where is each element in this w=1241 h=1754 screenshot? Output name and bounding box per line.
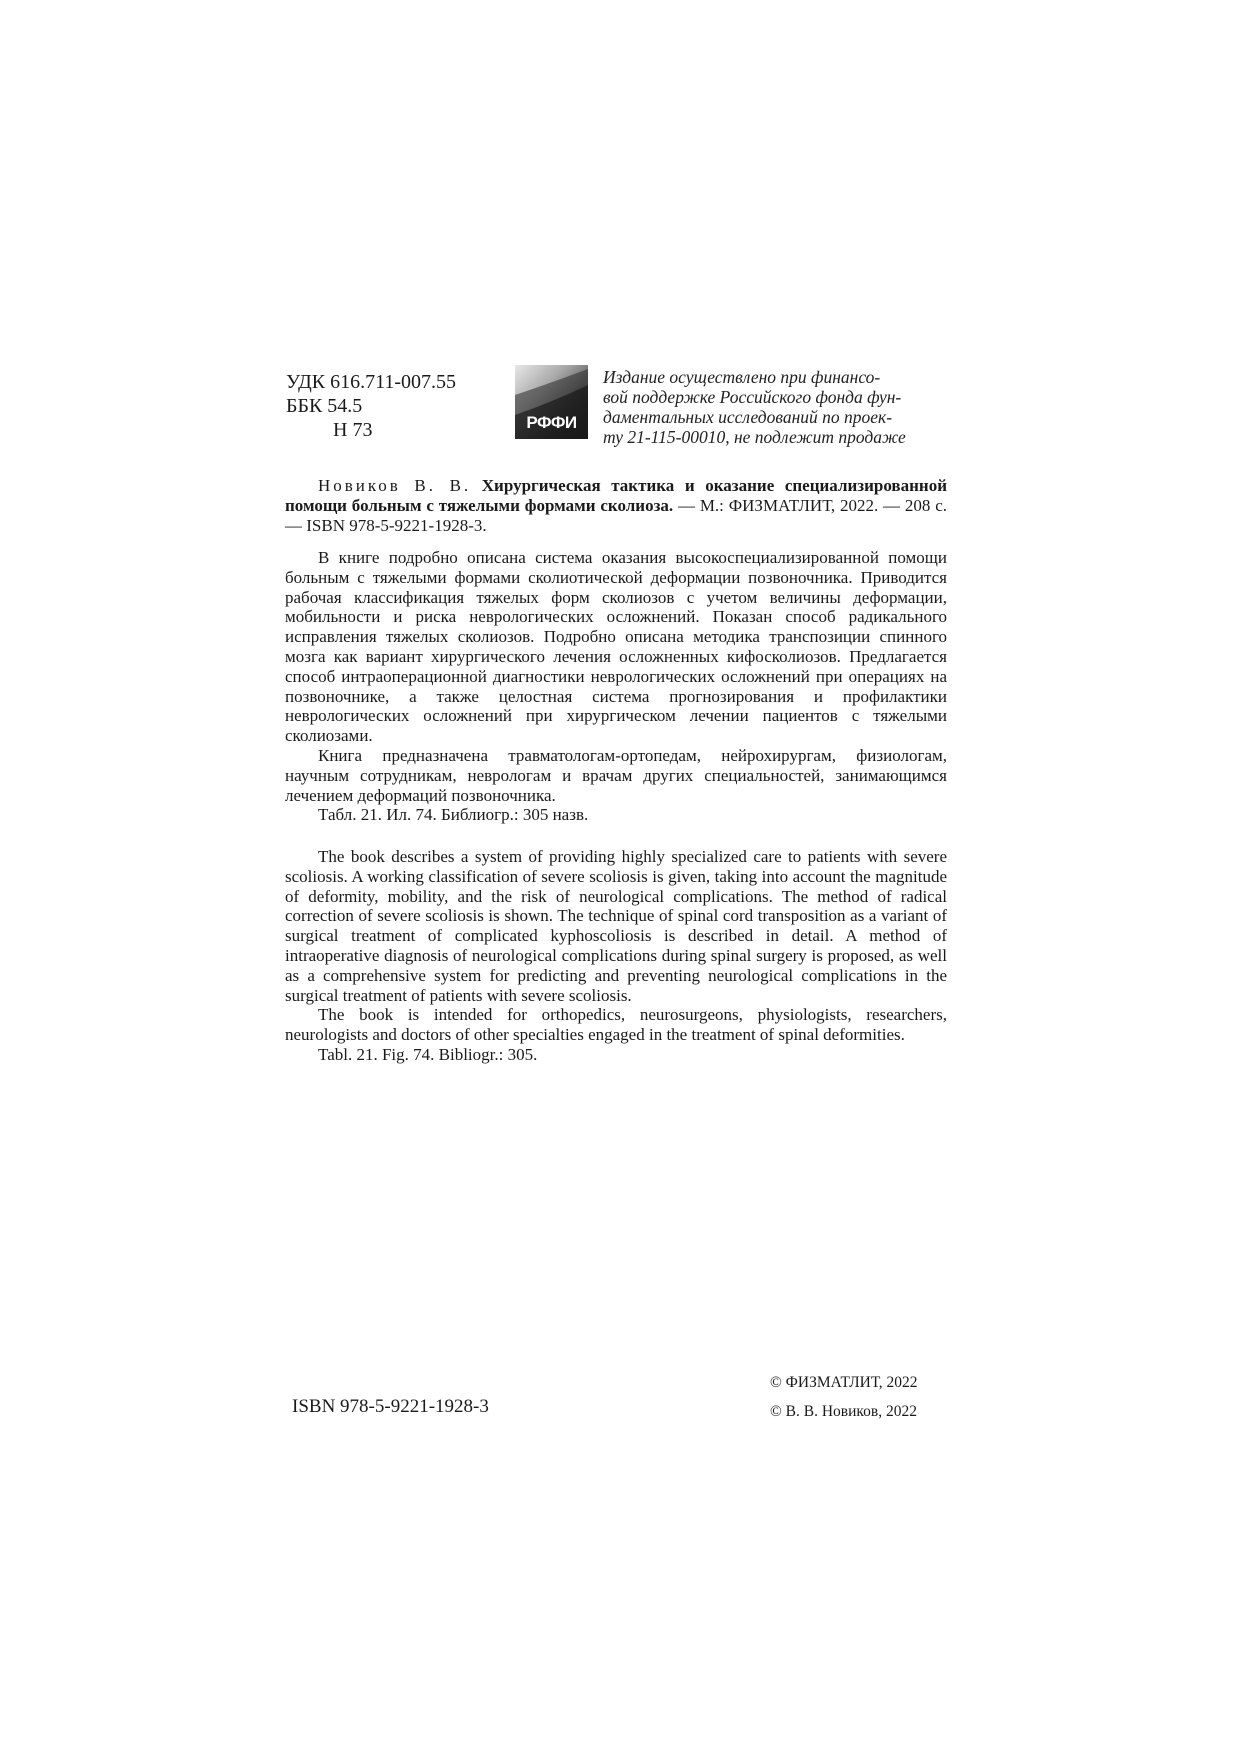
rffi-logo <box>515 365 588 439</box>
copyright-publisher: © ФИЗМАТЛИТ, 2022 <box>770 1374 918 1391</box>
abstract-en-stats: Tabl. 21. Fig. 74. Bibliogr.: 305. <box>318 1044 538 1064</box>
udk-code: УДК 616.711-007.55 <box>286 371 457 393</box>
abstract-ru-stats: Табл. 21. Ил. 74. Библиогр.: 305 назв. <box>318 805 589 825</box>
citation-imprint: — М.: ФИЗМАТЛИТ, 2022. — 208 с. — ISBN 978-5-9221-1928-3. <box>285 495 947 535</box>
citation-author: Новиков В. В. <box>318 476 472 495</box>
classification-codes <box>286 370 456 442</box>
bibliographic-citation <box>285 476 947 535</box>
abstract-en-paragraph-1: The book describes a system of providing highly specialized care to patients with severe scoliosis. A working classification of severe scoliosis is given, taking into account the magnitude of deformity, mobility, and the risk of neurological complications. The method of radical correction of severe scoliosis is shown. The technique of spinal cord transposition as a variant of surgical treatment of complicated kyphoscoliosis is described in detail. A method of intraoperative diagnosis of neurological complications during spinal surgery is proposed, as well as a comprehensive system for predicting and preventing neurological complications in the surgical treatment of patients with severe scoliosis. <box>285 847 947 1005</box>
copyright-block <box>770 1368 918 1426</box>
abstract-russian <box>285 548 947 825</box>
logo-text: РФФИ <box>526 413 577 432</box>
funding-note <box>603 367 948 447</box>
copyright-author: © В. В. Новиков, 2022 <box>770 1403 917 1420</box>
citation-title: Хирургическая тактика и оказание специализированной помощи больным с тяжелыми формами сколиоза. <box>285 476 947 515</box>
abstract-en-paragraph-2: The book is intended for orthopedics, neurosurgeons, physiologists, researchers, neurologists and doctors of other specialties engaged in the treatment of spinal deformities. <box>285 1005 947 1045</box>
abstract-ru-paragraph-1: В книге подробно описана система оказания высокоспециализированной помощи больным с тяжелыми формами сколиотической деформации позвоночника. Приводится рабочая классификация тяжелых форм сколиозов с учетом величины деформации, мобильности и риска неврологических осложнений. Показан способ радикального исправления тяжелых сколиозов. Подробно описана методика транспозиции спинного мозга как вариант хирургического лечения осложненных кифосколиозов. Предлагается способ интраоперационной диагностики неврологических осложнений при операциях на позвоночнике, а также целостная система прогнозирования и профилактики неврологических осложнений при хирургическом лечении пациентов с тяжелыми сколиозами. <box>285 548 947 746</box>
funding-line: Издание осуществлено при финансо- <box>603 367 881 387</box>
abstract-english <box>285 847 947 1065</box>
bbk-code: ББК 54.5 <box>286 395 363 417</box>
funding-line: ту 21-115-00010, не подлежит продаже <box>603 427 906 447</box>
author-sign: Н 73 <box>333 419 373 441</box>
abstract-ru-paragraph-2: Книга предназначена травматологам-ортопедам, нейрохирургам, физиологам, научным сотрудникам, неврологам и врачам других специальностей, занимающимся лечением деформаций позвоночника. <box>285 745 947 805</box>
funding-line: даментальных исследований по проек- <box>603 407 893 427</box>
funding-line: вой поддержке Российского фонда фун- <box>603 387 902 407</box>
isbn: ISBN 978-5-9221-1928-3 <box>292 1396 489 1417</box>
